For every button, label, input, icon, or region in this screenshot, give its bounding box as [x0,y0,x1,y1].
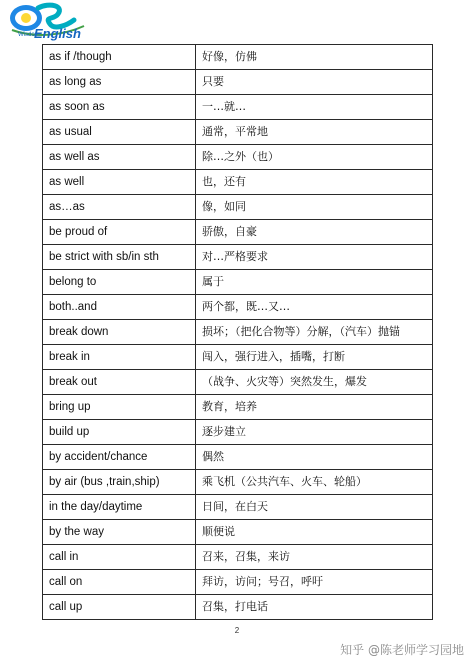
english-phrase: break down [43,320,196,345]
table-row [43,45,433,70]
english-phrase: both..and [43,295,196,320]
chinese-meaning: 乘飞机（公共汽车、火车、轮船） [196,470,433,495]
chinese-meaning: 除…之外（也） [196,145,433,170]
english-phrase: break out [43,370,196,395]
vocabulary-table [42,44,433,620]
chinese-meaning: 逐步建立 [196,420,433,445]
english-phrase: call in [43,545,196,570]
table-row [43,320,433,345]
watermark: 知乎 @陈老师学习园地 [340,643,464,657]
table-row [43,95,433,120]
table-row [43,445,433,470]
table-row [43,595,433,620]
vocabulary-table-body [43,45,433,620]
english-phrase: by air (bus ,train,ship) [43,470,196,495]
english-phrase: in the day/daytime [43,495,196,520]
chinese-meaning: 偶然 [196,445,433,470]
table-row [43,570,433,595]
english-phrase: by accident/chance [43,445,196,470]
table-row [43,395,433,420]
chinese-meaning: 通常，平常地 [196,120,433,145]
chinese-meaning: 召来，召集，来访 [196,545,433,570]
chinese-meaning: 日间，在白天 [196,495,433,520]
logo-small-text: Wisdom [18,32,40,38]
table-row [43,370,433,395]
table-row [43,195,433,220]
chinese-meaning: 像，如同 [196,195,433,220]
table-row [43,145,433,170]
table-row [43,270,433,295]
table-row [43,420,433,445]
english-phrase: bring up [43,395,196,420]
table-row [43,495,433,520]
english-phrase: as well [43,170,196,195]
table-row [43,470,433,495]
chinese-meaning: 闯入，强行进入，插嘴，打断 [196,345,433,370]
chinese-meaning: 一…就… [196,95,433,120]
chinese-meaning: 顺便说 [196,520,433,545]
table-row [43,170,433,195]
logo-text: English [34,26,81,41]
table-row [43,520,433,545]
english-phrase: break in [43,345,196,370]
table-row [43,295,433,320]
english-phrase: be strict with sb/in sth [43,245,196,270]
chinese-meaning: 召集，打电话 [196,595,433,620]
logo [4,2,88,42]
english-phrase: as…as [43,195,196,220]
table-row [43,245,433,270]
chinese-meaning: （战争、火灾等）突然发生，爆发 [196,370,433,395]
page-number: 2 [234,626,240,635]
chinese-meaning: 教育，培养 [196,395,433,420]
english-phrase: as long as [43,70,196,95]
english-phrase: call up [43,595,196,620]
chinese-meaning: 对…严格要求 [196,245,433,270]
chinese-meaning: 两个都，既…又… [196,295,433,320]
chinese-meaning: 拜访，访问；号召，呼吁 [196,570,433,595]
english-phrase: build up [43,420,196,445]
english-phrase: belong to [43,270,196,295]
chinese-meaning: 只要 [196,70,433,95]
table-row [43,345,433,370]
english-phrase: as well as [43,145,196,170]
chinese-meaning: 损坏；（把化合物等）分解，（汽车）抛锚 [196,320,433,345]
table-row [43,545,433,570]
english-phrase: as usual [43,120,196,145]
table-row [43,120,433,145]
english-phrase: call on [43,570,196,595]
english-phrase: by the way [43,520,196,545]
chinese-meaning: 也，还有 [196,170,433,195]
table-row [43,70,433,95]
chinese-meaning: 好像，仿佛 [196,45,433,70]
chinese-meaning: 属于 [196,270,433,295]
english-phrase: be proud of [43,220,196,245]
chinese-meaning: 骄傲，自豪 [196,220,433,245]
english-phrase: as soon as [43,95,196,120]
table-row [43,220,433,245]
english-phrase: as if /though [43,45,196,70]
